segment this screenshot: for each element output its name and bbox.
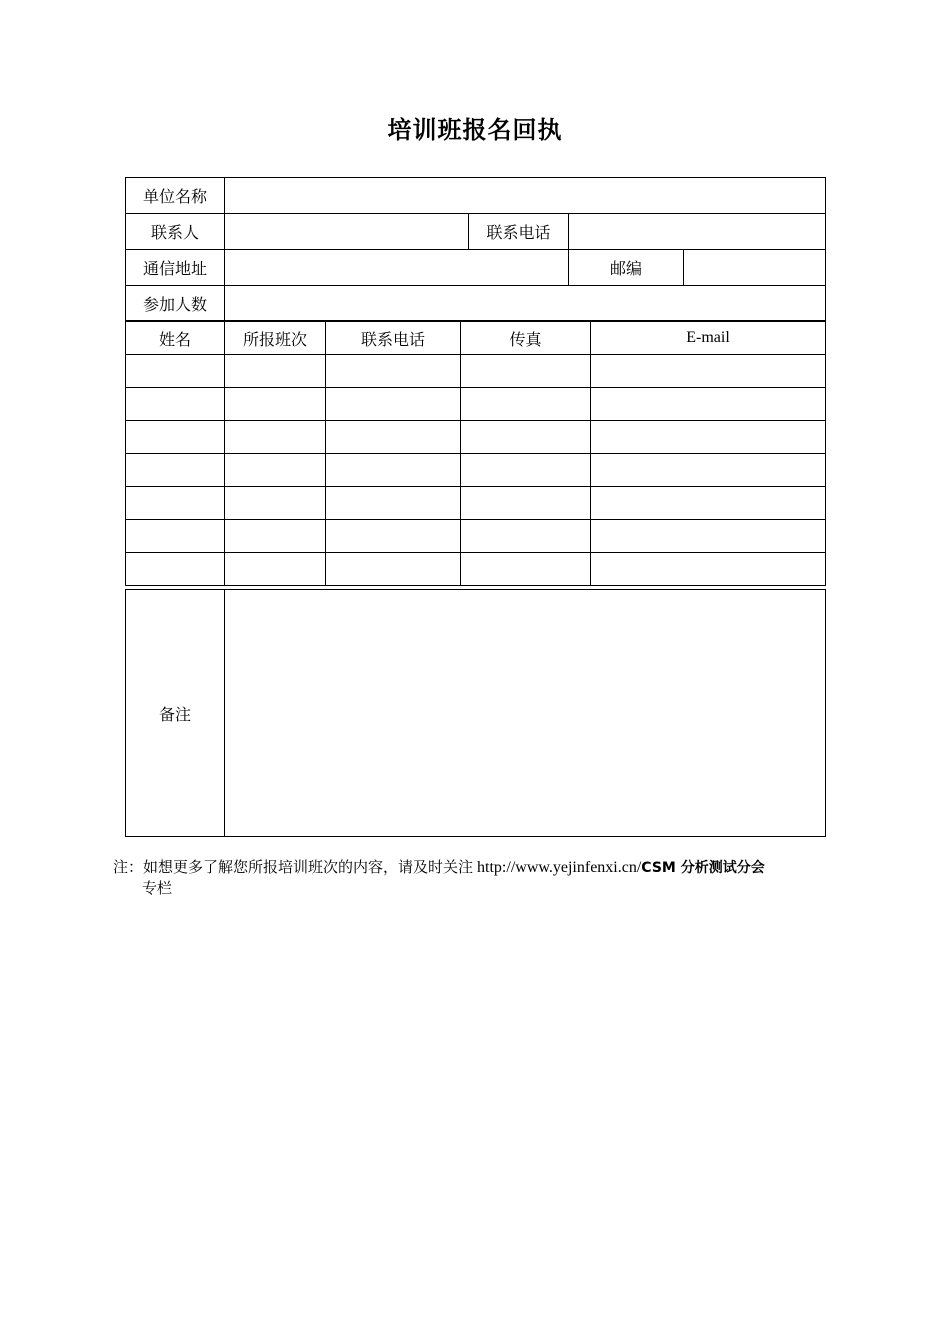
contact-person-field[interactable] — [225, 214, 469, 250]
name-cell[interactable] — [126, 553, 225, 586]
phone-cell[interactable] — [326, 520, 461, 553]
form-title: 培训班报名回执 — [387, 115, 563, 144]
class-cell[interactable] — [225, 388, 326, 421]
col-header-name: 姓名 — [126, 322, 225, 355]
class-cell[interactable] — [225, 454, 326, 487]
email-cell[interactable] — [591, 454, 826, 487]
fax-cell[interactable] — [461, 553, 591, 586]
email-cell[interactable] — [591, 421, 826, 454]
name-cell[interactable] — [126, 355, 225, 388]
remarks-table — [125, 589, 826, 837]
class-cell[interactable] — [225, 355, 326, 388]
table-row — [126, 388, 826, 421]
fax-cell[interactable] — [461, 355, 591, 388]
footer-note — [113, 857, 833, 898]
class-cell[interactable] — [225, 487, 326, 520]
phone-cell[interactable] — [326, 355, 461, 388]
fax-cell[interactable] — [461, 454, 591, 487]
phone-cell[interactable] — [326, 487, 461, 520]
org-name-label: 单位名称 — [126, 178, 225, 214]
table-row — [126, 454, 826, 487]
class-cell[interactable] — [225, 421, 326, 454]
col-header-class: 所报班次 — [225, 322, 326, 355]
note-line2: 专栏 — [142, 879, 173, 897]
participants-table — [125, 321, 826, 586]
note-text: 如想更多了解您所报培训班次的内容，请及时关注 — [143, 858, 474, 876]
phone-cell[interactable] — [326, 421, 461, 454]
address-label: 通信地址 — [126, 250, 225, 286]
table-row — [126, 421, 826, 454]
class-cell[interactable] — [225, 553, 326, 586]
attendee-count-field[interactable] — [225, 286, 826, 321]
col-header-email: E-mail — [591, 322, 826, 355]
note-url-link[interactable]: http://www.yejinfenxi.cn/ — [477, 859, 642, 876]
note-column-name: CSM 分析测试分会 — [641, 860, 765, 876]
phone-cell[interactable] — [326, 553, 461, 586]
remarks-field[interactable] — [225, 590, 826, 837]
note-prefix: 注： — [113, 858, 144, 876]
name-cell[interactable] — [126, 454, 225, 487]
email-cell[interactable] — [591, 355, 826, 388]
name-cell[interactable] — [126, 421, 225, 454]
remarks-label: 备注 — [126, 590, 225, 837]
org-name-field[interactable] — [225, 178, 826, 214]
contact-phone-label: 联系电话 — [469, 214, 569, 250]
email-cell[interactable] — [591, 553, 826, 586]
name-cell[interactable] — [126, 520, 225, 553]
phone-cell[interactable] — [326, 454, 461, 487]
name-cell[interactable] — [126, 487, 225, 520]
fax-cell[interactable] — [461, 487, 591, 520]
table-row — [126, 487, 826, 520]
table-row — [126, 553, 826, 586]
email-cell[interactable] — [591, 520, 826, 553]
attendee-count-label: 参加人数 — [126, 286, 225, 321]
col-header-phone: 联系电话 — [326, 322, 461, 355]
contact-person-label: 联系人 — [126, 214, 225, 250]
contact-phone-field[interactable] — [569, 214, 826, 250]
participants-header-row — [126, 322, 826, 355]
fax-cell[interactable] — [461, 388, 591, 421]
org-info-table — [125, 177, 826, 321]
fax-cell[interactable] — [461, 520, 591, 553]
phone-cell[interactable] — [326, 388, 461, 421]
address-field[interactable] — [225, 250, 569, 286]
email-cell[interactable] — [591, 487, 826, 520]
col-header-fax: 传真 — [461, 322, 591, 355]
fax-cell[interactable] — [461, 421, 591, 454]
table-row — [126, 520, 826, 553]
class-cell[interactable] — [225, 520, 326, 553]
zip-code-label: 邮编 — [569, 250, 684, 286]
zip-code-field[interactable] — [684, 250, 826, 286]
table-row — [126, 355, 826, 388]
email-cell[interactable] — [591, 388, 826, 421]
name-cell[interactable] — [126, 388, 225, 421]
